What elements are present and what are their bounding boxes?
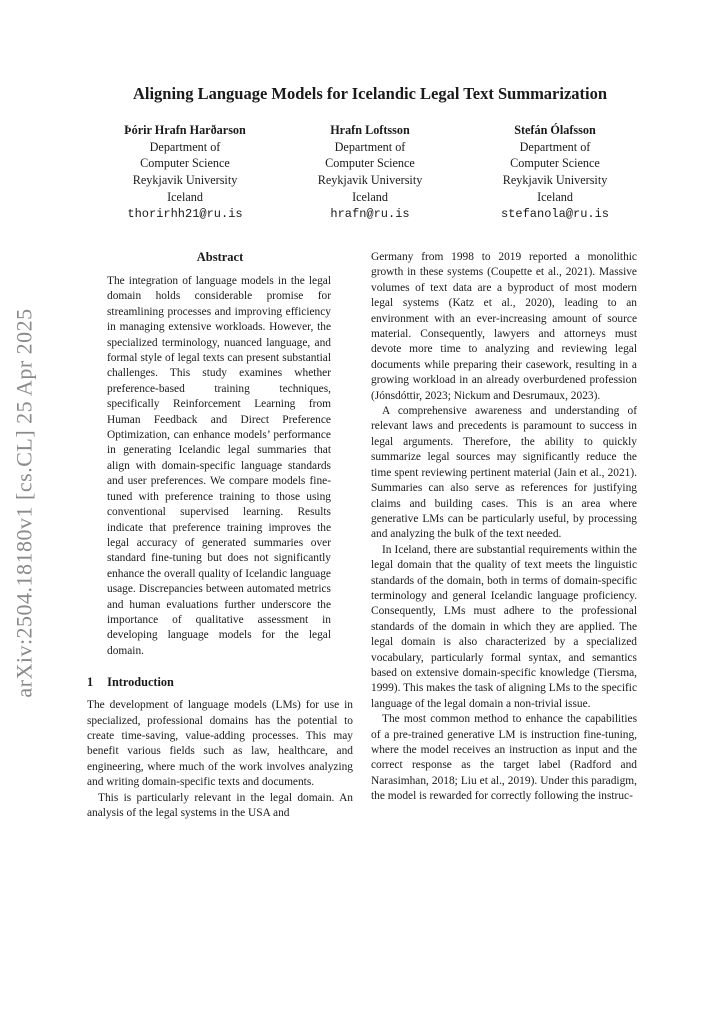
intro-paragraph-2: This is particularly relevant in the legal domain. An analysis of the legal systems in the USA and — [87, 791, 353, 819]
author-dept-line2: Computer Science — [325, 156, 415, 171]
right-column — [371, 250, 637, 805]
arxiv-side-stamp — [10, 308, 40, 698]
intro-paragraph-4: In Iceland, there are substantial requirements within the legal domain that the quality of text meets the linguistic standards of the domain, both in terms of domain-specific terminology and general Icelandic language proficiency. Consequently, LMs must adhere to the professional standards of the domain in which they are applied. The legal domain is also characterized by a specialized vocabulary, particularly formal syntax, and semantics based on extensive domain-specific knowledge (Tiersma, 1999). This makes the task of aligning LMs to the specific language of the legal domain a non-trivial issue. — [371, 543, 637, 710]
author-email: stefanola@ru.is — [500, 206, 610, 221]
author-dept-line1: Department of — [149, 139, 221, 154]
author-university: Reykjavik University — [317, 173, 423, 188]
author-name: Þórir Hrafn Harðarson — [124, 123, 246, 137]
author-2 — [285, 122, 455, 222]
left-column — [87, 250, 353, 821]
author-block — [100, 122, 640, 222]
paper-title: Aligning Language Models for Icelandic Legal Text Summarization — [132, 84, 608, 103]
author-country: Iceland — [352, 189, 388, 204]
author-name: Stefán Ólafsson — [514, 123, 596, 137]
author-email: hrafn@ru.is — [330, 206, 410, 221]
author-email: thorirhh21@ru.is — [127, 206, 243, 221]
author-1 — [100, 122, 270, 222]
intro-paragraph-1: The development of language models (LMs) for use in specialized, professional domains has the potential to create time-saving, value-adding processes. This may benefit various fields such as law, healthcare, and engineering, where much of the work involves analyzing and writing domain-specific texts and documents. — [87, 699, 353, 789]
arxiv-identifier: arXiv:2504.18180v1 [cs.CL] 25 Apr 2025 — [12, 308, 38, 698]
author-3 — [470, 122, 640, 222]
author-dept-line2: Computer Science — [140, 156, 230, 171]
section-heading-introduction — [87, 675, 353, 690]
author-dept-line1: Department of — [334, 139, 406, 154]
author-dept-line2: Computer Science — [510, 156, 600, 171]
abstract-heading: Abstract — [196, 250, 244, 264]
intro-paragraph-3: A comprehensive awareness and understanding of relevant laws and precedents is paramount to success in legal arguments. Therefore, the ability to quickly summarize legal sources may significantly reduce the time spent reviewing pertinent material (Jain et al., 2021). Summaries can also serve as references for justifying claims and building cases. This is an area where generative LMs can be particularly useful, by processing and analyzing the bulk of the text needed. — [371, 405, 637, 541]
author-university: Reykjavik University — [502, 173, 608, 188]
author-country: Iceland — [537, 189, 573, 204]
intro-paragraph-continuation: Germany from 1998 to 2019 reported a monolithic growth in these systems (Coupette et al., 2021). Massive volumes of text data are a byproduct of most modern legal systems (Katz et al., 2020), leading to an environment with an ever-increasing amount of source material. Consequently, lawyers and attorneys must devote more time to analyzing and reviewing legal documents while preparing their casework, resulting in a growing workload in an already overburdened profession (Jónsdóttir, 2023; Nickum and Desrumaux, 2023). — [371, 251, 637, 402]
section-number: 1 — [87, 675, 94, 690]
author-dept-line1: Department of — [519, 139, 591, 154]
section-title: Introduction — [107, 675, 174, 690]
author-country: Iceland — [167, 189, 203, 204]
author-name: Hrafn Loftsson — [330, 123, 410, 137]
abstract-text: The integration of language models in the legal domain holds considerable promise for streamlining processes and improving efficiency in managing extensive workloads. However, the specialized terminology, nuanced language, and formal style of legal texts can present substantial challenges. This study examines whether preference-based training techniques, specifically Reinforcement Learning from Human Feedback and Direct Preference Optimization, can enhance models’ performance in generating Icelandic legal summaries that align with domain-specific language standards and user preferences. We compare models fine-tuned with preference training to those using conventional supervised learning. Results indicate that preference training improves the legal accuracy of generated summaries over standard fine-tuning but does not significantly enhance the overall quality of Icelandic language usage. Discrepancies between automated metrics and human evaluations further underscore the importance of qualitative assessment in developing language models for the legal domain. — [107, 275, 331, 657]
author-university: Reykjavik University — [132, 173, 238, 188]
intro-paragraph-5: The most common method to enhance the capabilities of a pre-trained generative LM is instruction fine-tuning, where the model receives an instruction as input and the correct response as the target label (Radford and Narasimhan, 2018; Liu et al., 2019). Under this paradigm, the model is rewarded for correctly following the instruc- — [371, 713, 637, 803]
